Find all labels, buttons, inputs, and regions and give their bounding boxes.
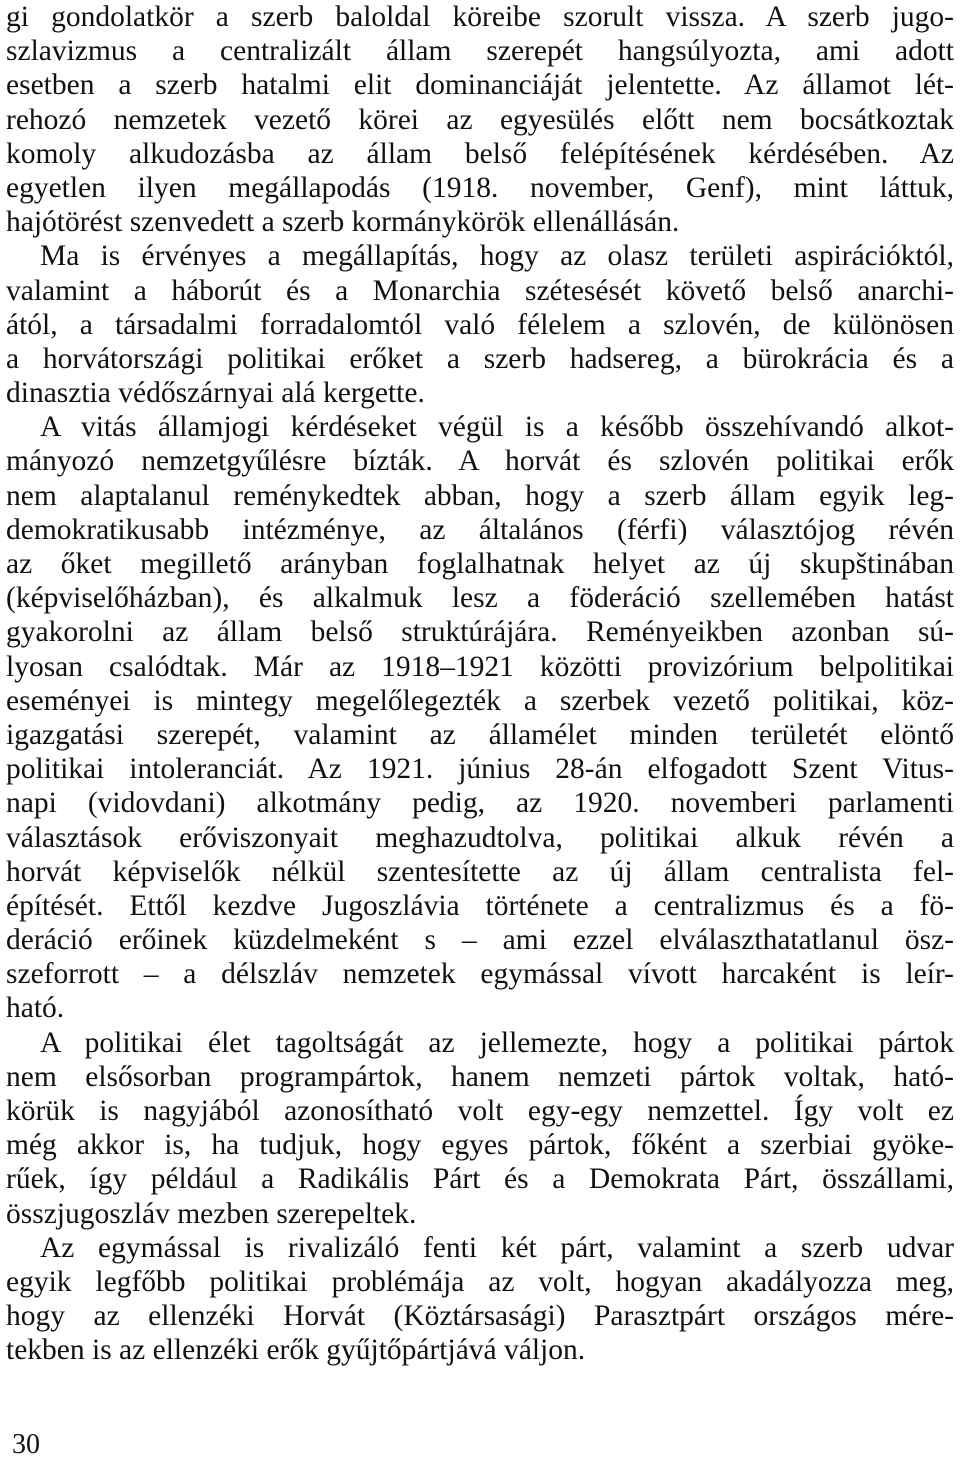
text-line: deráció erőinek küzdelmeként s – ami ezzel elválaszthatatlanul ösz- [6,924,954,957]
text-line: A vitás államjogi kérdéseket végül is a később összehívandó alkot- [40,411,954,444]
text-line: szlavizmus a centralizált állam szerepét hangsúlyozta, ami adott [6,35,954,68]
text-line: ható. [6,992,65,1025]
text-line: komoly alkudozásba az állam belső felépítésének kérdésében. Az [6,137,954,170]
text-line: építését. Ettől kezdve Jugoszlávia története a centralizmus és a fö- [6,889,954,922]
text-line: hajótörést szenvedett a szerb kormánykörök ellenállásán. [6,206,680,239]
text-line: dinasztia védőszárnyai alá kergette. [6,377,425,410]
text-line: a horvátországi politikai erőket a szerb hadsereg, a bürokrácia és a [6,342,954,375]
text-line: mányozó nemzetgyűlésre bízták. A horvát és szlovén politikai erők [6,445,954,478]
text-line: egyik legfőbb politikai problémája az volt, hogyan akadályozza meg, [6,1265,954,1298]
text-line: egyetlen ilyen megállapodás (1918. november, Genf), mint láttuk, [6,171,954,204]
text-line: körük is nagyjából azonosítható volt egy-egy nemzettel. Így volt ez [6,1095,954,1127]
text-line: gi gondolatkör a szerb baloldal köreibe szorult vissza. A szerb jugo- [6,1,954,33]
paragraph-1 [6,0,954,239]
text-line: tekben is az ellenzéki erők gyűjtőpártjává váljon. [6,1334,586,1367]
text-line: Az egymással is rivalizáló fenti két párt, valamint a szerb udvar [40,1231,954,1264]
text-line: (képviselőházban), és alkalmuk lesz a föderáció szellemében hatást [6,582,954,615]
paragraph-3 [6,410,954,1025]
text-line: rehozó nemzetek vezető körei az egyesülés előtt nem bocsátkoztak [6,103,954,136]
page-body [6,0,954,1368]
text-line: hogy az ellenzéki Horvát (Köztársasági) Parasztpárt országos mére- [6,1300,954,1333]
text-line: összjugoszláv mezben szerepeltek. [6,1197,417,1230]
text-line: igazgatási szerepét, valamint az államélet minden területét elöntő [6,718,954,751]
text-line: esetben a szerb hatalmi elit dominanciáját jelentette. Az államot lét- [6,69,954,102]
text-line: lyosan csalódtak. Már az 1918–1921 közötti provizórium belpolitikai [6,650,954,683]
text-line: A politikai élet tagoltságát az jellemezte, hogy a politikai pártok [40,1026,954,1059]
page-number: 30 [12,1429,40,1460]
text-line: nem elsősorban programpártok, hanem nemzeti pártok voltak, ható- [6,1060,954,1093]
text-line: szeforrott – a délszláv nemzetek egymással vívott harcaként is leír- [6,958,954,991]
paragraph-2 [6,239,954,410]
text-line: valamint a háborút és a Monarchia szétesését követő belső anarchi- [6,274,954,307]
paragraph-4 [6,1026,954,1231]
text-line: választások erőviszonyait meghazudtolva, politikai alkuk révén a [6,821,954,854]
text-line: nem alaptalanul reménykedtek abban, hogy a szerb állam egyik leg- [6,479,954,512]
text-line: demokratikusabb intézménye, az általános (férfi) választójog révén [6,513,954,546]
text-line: rűek, így például a Radikális Párt és a Demokrata Párt, összállami, [6,1163,954,1196]
text-line: az őket megillető arányban foglalhatnak helyet az új skupštinában [6,548,954,580]
text-line: politikai intoleranciát. Az 1921. június 28-án elfogadott Szent Vitus- [6,753,954,786]
text-line: horvát képviselők nélkül szentesítette az új állam centralista fel- [6,855,954,888]
text-line: Ma is érvényes a megállapítás, hogy az olasz területi aspirációktól, [40,240,954,273]
text-line: még akkor is, ha tudjuk, hogy egyes pártok, főként a szerbiai gyöke- [6,1129,954,1162]
text-line: eseményei is mintegy megelőlegezték a szerbek vezető politikai, köz- [6,684,954,717]
text-line: napi (vidovdani) alkotmány pedig, az 1920. novemberi parlamenti [6,787,954,820]
text-line: ától, a társadalmi forradalomtól való félelem a szlovén, de különösen [6,308,954,341]
paragraph-5 [6,1231,954,1368]
text-line: gyakorolni az állam belső struktúrájára. Reményeikben azonban sú- [6,616,954,649]
